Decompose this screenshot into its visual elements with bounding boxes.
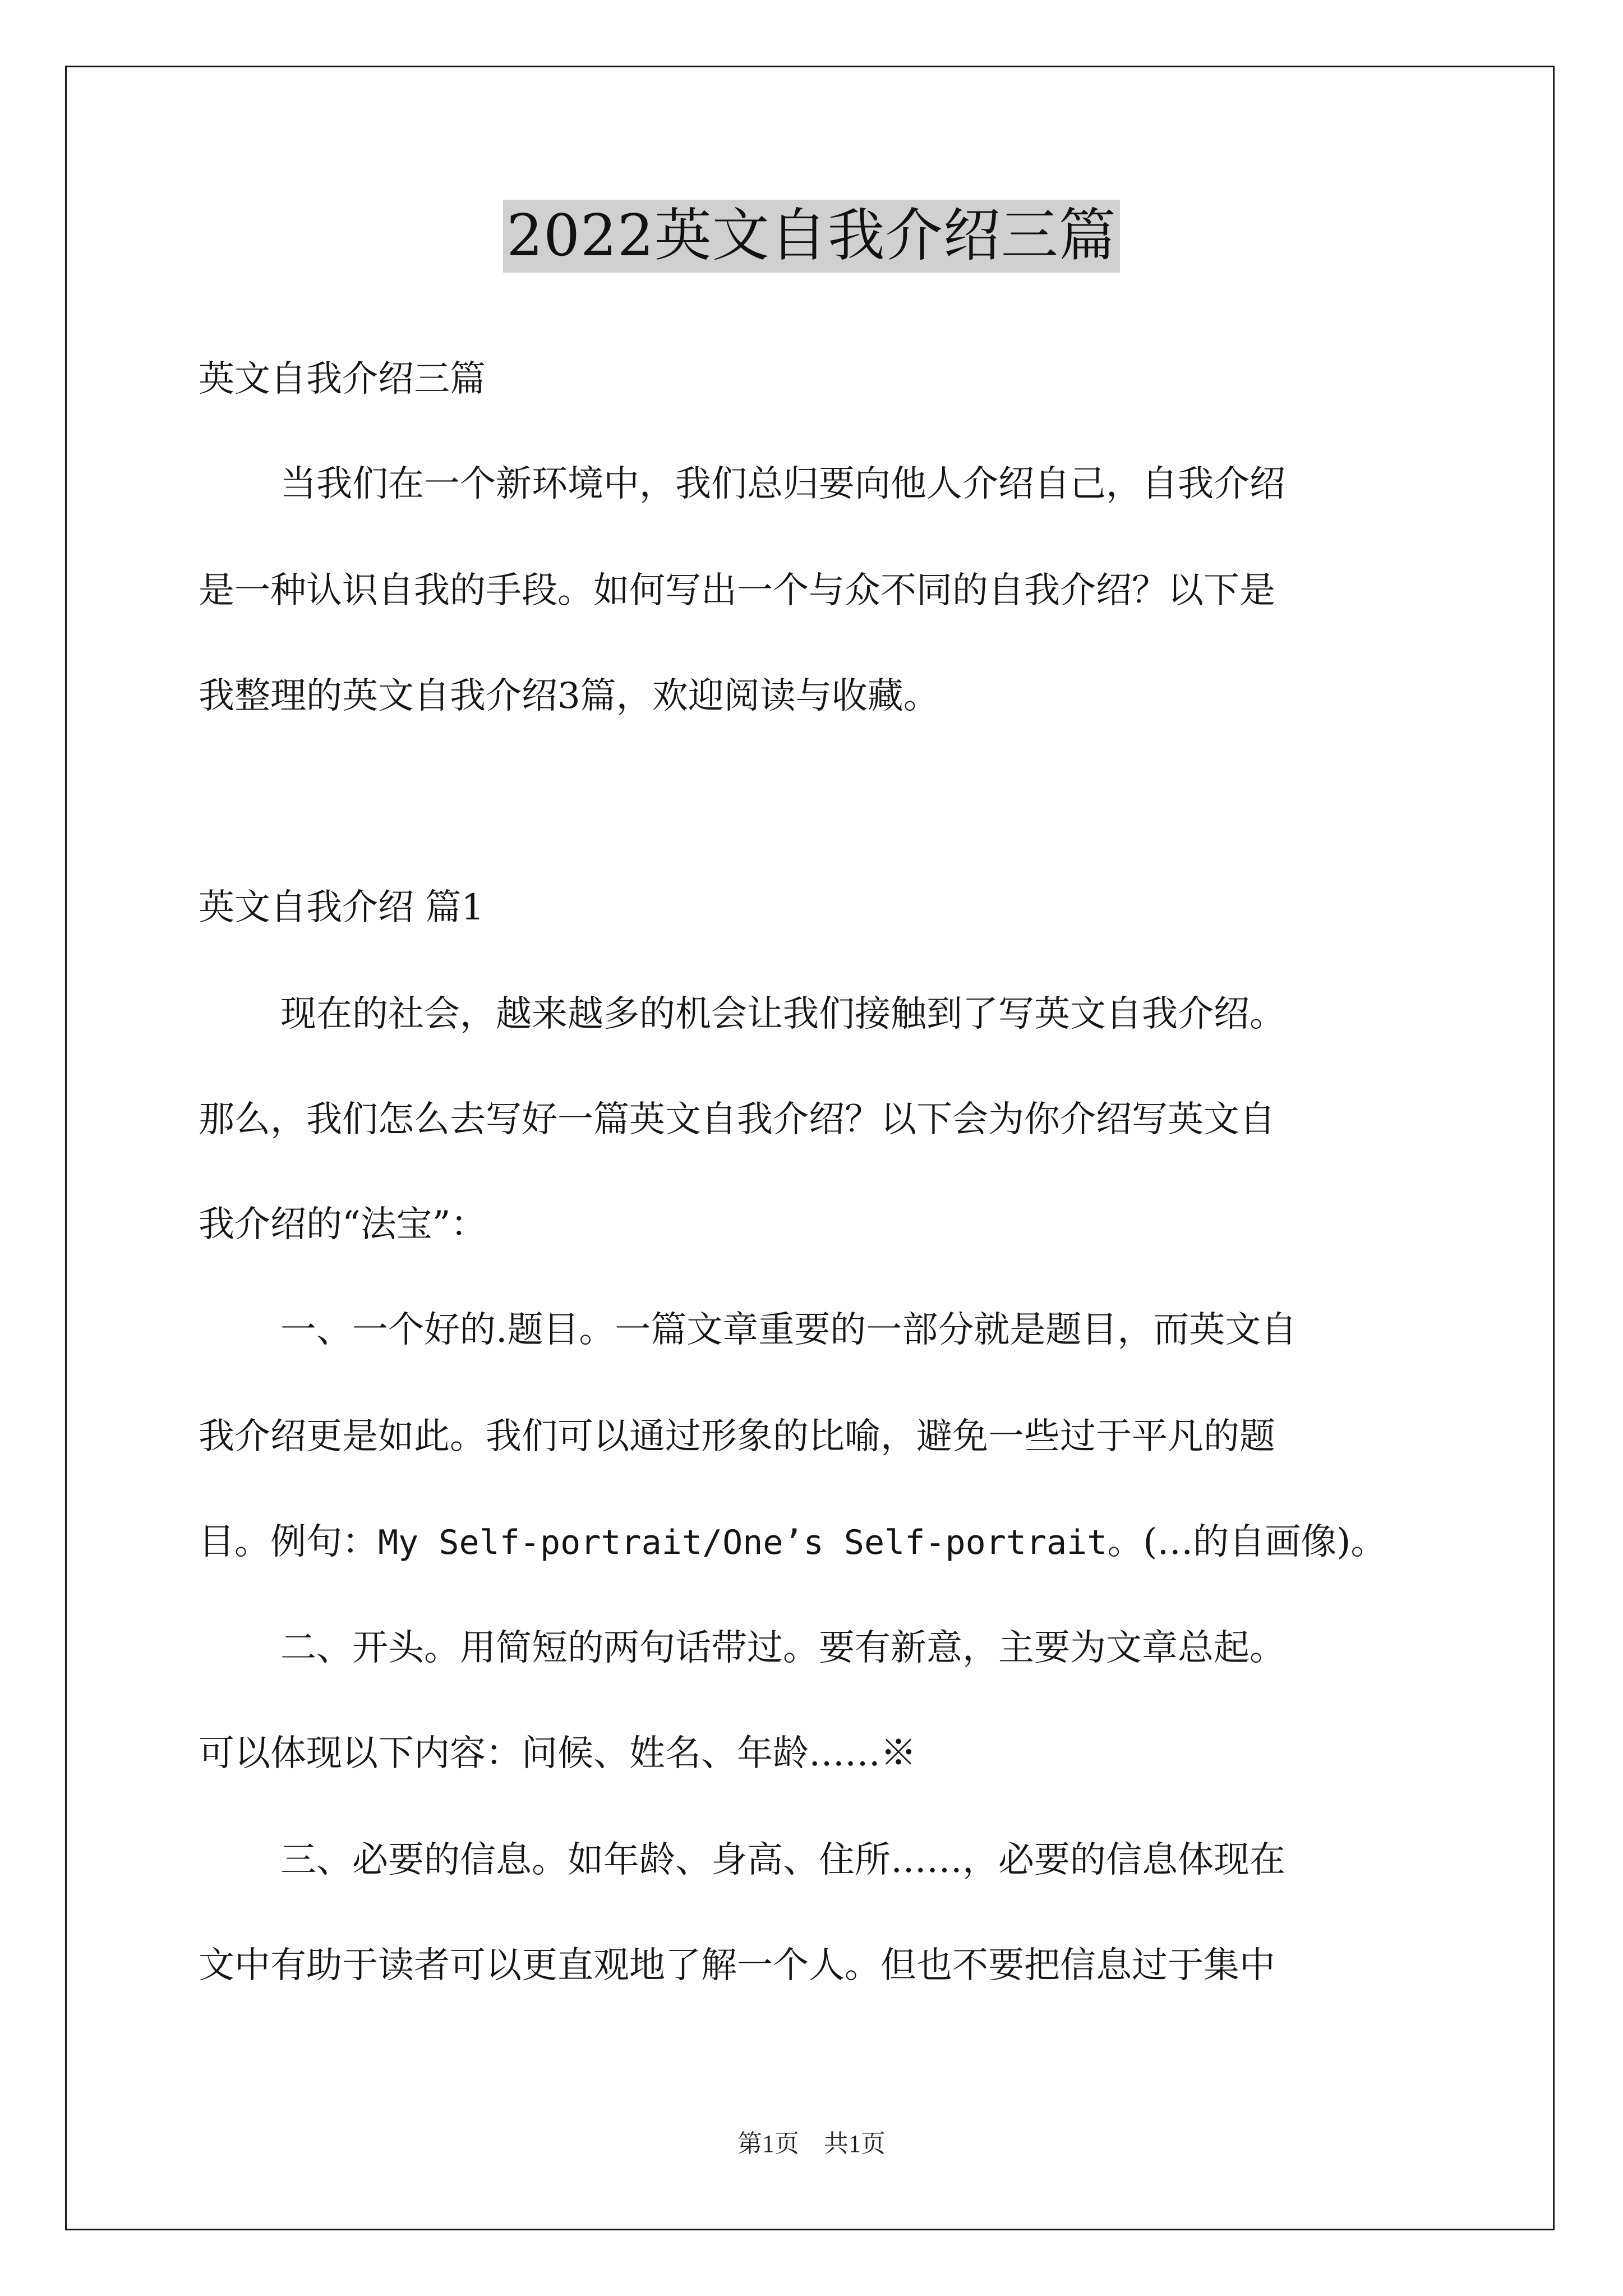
paragraph-line: 那么，我们怎么去写好一篇英文自我介绍？以下会为你介绍写英文自 [199, 1099, 1275, 1140]
paragraph-line: 可以体现以下内容：问候、姓名、年龄……※ [199, 1733, 916, 1774]
document-subtitle: 英文自我介绍三篇 [199, 358, 486, 400]
intro-line: 我整理的英文自我介绍3篇，欢迎阅读与收藏。 [199, 675, 939, 717]
document-title: 2022英文自我介绍三篇 [503, 200, 1120, 273]
section-heading: 英文自我介绍 篇1 [199, 887, 485, 928]
paragraph-line: 文中有助于读者可以更直观地了解一个人。但也不要把信息过于集中 [199, 1945, 1275, 1986]
paragraph-line: 我介绍更是如此。我们可以通过形象的比喻，避免一些过于平凡的题 [199, 1416, 1275, 1457]
example-suffix: 。(…的自画像)。 [1107, 1521, 1387, 1563]
page-footer: 第1页 共1页 [737, 2130, 886, 2157]
example-english: My Self-portrait/One’s Self-portrait [378, 1523, 1108, 1562]
paragraph-line: 二、开头。用简短的两句话带过。要有新意，主要为文章总起。 [280, 1627, 1285, 1669]
paragraph-line: 现在的社会，越来越多的机会让我们接触到了写英文自我介绍。 [280, 993, 1285, 1035]
paragraph-line: 一、一个好的.题目。一篇文章重要的一部分就是题目，而英文自 [280, 1309, 1297, 1351]
paragraph-line-example [199, 1515, 1386, 1570]
intro-line: 当我们在一个新环境中，我们总归要向他人介绍自己，自我介绍 [280, 463, 1285, 505]
intro-line: 是一种认识自我的手段。如何写出一个与众不同的自我介绍？以下是 [199, 570, 1275, 611]
paragraph-line: 我介绍的“法宝”： [199, 1204, 487, 1245]
paragraph-line: 三、必要的信息。如年龄、身高、住所……，必要的信息体现在 [280, 1839, 1285, 1881]
title-container [0, 200, 1623, 273]
example-prefix: 目。例句： [199, 1521, 378, 1563]
